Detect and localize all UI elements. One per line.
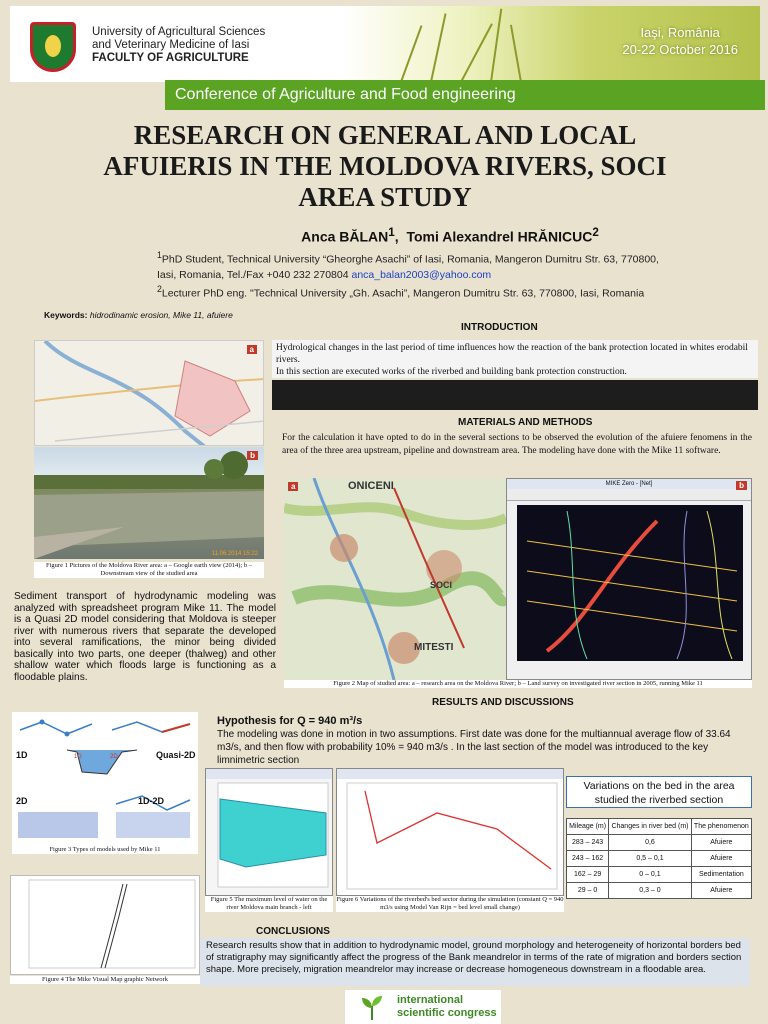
fig2-tag-b: b xyxy=(736,481,747,490)
topographic-map xyxy=(284,478,506,680)
congress-line-1: international xyxy=(397,994,464,1006)
keywords xyxy=(44,310,233,320)
results-text: The modeling was done in motion in two assumptions. First date was done for the multiannual average flow of 33.64 m3/s, and then flow with probability 10% = 940 m3/s . In the last section of the model was introduced to the key limnimetric section xyxy=(217,729,731,766)
conclusions-heading: CONCLUSIONS xyxy=(256,926,330,937)
figure-4-network-caption: Figure 4 The Mike Visual Map graphic Network xyxy=(10,976,200,984)
photo-timestamp: 11.06.2014 15:22 xyxy=(211,551,258,557)
table-cell: 162 – 29 xyxy=(567,867,609,883)
table-cell: 0,3 – 0 xyxy=(609,883,692,899)
introduction-dark-band xyxy=(272,380,758,410)
university-line-1: University of Agricultural Sciences xyxy=(92,26,266,38)
introduction-heading: INTRODUCTION xyxy=(461,322,538,333)
event-place-date xyxy=(622,24,738,58)
aff1-sup: 1 xyxy=(157,250,162,260)
table-row xyxy=(567,851,752,867)
faculty-name: FACULTY OF AGRICULTURE xyxy=(92,52,249,64)
fig3-label-2d: 2D xyxy=(16,796,28,806)
figure-6-caption: Figure 6 Variations of the riverbed's bed sector during the simulation (constant Q = 940 m3/s using Model Van Rijn = bed level small change) xyxy=(336,896,564,911)
col-mileage: Mileage (m) xyxy=(567,819,609,835)
table-cell: 0,6 xyxy=(609,835,692,851)
author-1: Anca BĂLAN xyxy=(301,228,389,245)
affiliation-1 xyxy=(157,248,757,283)
table-header-row xyxy=(567,819,752,835)
fig2-tag-a: a xyxy=(288,482,298,491)
fig3-inner-2d: 2D xyxy=(110,754,118,760)
keywords-value: hidrodinamic erosion, Mike 11, afuiere xyxy=(89,310,233,320)
table-cell: 283 – 243 xyxy=(567,835,609,851)
figure-1-caption: Figure 1 Pictures of the Moldova River area: a – Google earth view (2014); b – Downstream view of the studied area xyxy=(34,562,264,578)
aff2-text: Lecturer PhD eng. "Technical University „Gh. Asachi”, Mangeron Dumitru Str. 63, 770800, Iasi, Romania xyxy=(161,287,645,300)
max-water-level-chart xyxy=(205,768,333,896)
table-row xyxy=(567,867,752,883)
figure-3-caption: Figure 3 Types of models used by Mike 11 xyxy=(12,846,198,854)
conference-bar: Conference of Agriculture and Food engineering xyxy=(165,80,765,110)
poster-title xyxy=(40,120,730,213)
variations-box: Variations on the bed in the area studied the riverbed section xyxy=(566,776,752,808)
congress-line-2: scientific congress xyxy=(397,1007,497,1019)
river-photo xyxy=(34,447,264,559)
table-cell: Sedimentation xyxy=(691,867,751,883)
header-banner xyxy=(10,6,760,82)
fig1-tag-b: b xyxy=(247,451,258,460)
author-1-sup: 1 xyxy=(388,226,395,239)
author-2-sup: 2 xyxy=(592,226,599,239)
title-line-1: RESEARCH ON GENERAL AND LOCAL xyxy=(133,120,637,150)
methods-text: For the calculation it have opted to do in the several sections to be observed the evolution of the afuiere fenomens in the area of the three area upstream, pipeline and downstream area. The modeling have done with the Mike 11 software. xyxy=(282,433,752,456)
fig3-label-quasi2d: Quasi-2D xyxy=(156,750,196,760)
software-toolbar xyxy=(507,489,751,501)
table-cell: 0 – 0,1 xyxy=(609,867,692,883)
introduction-text xyxy=(272,340,758,378)
university-crest-icon xyxy=(30,22,76,72)
riverbed-variation-chart xyxy=(336,768,564,896)
table-row xyxy=(567,835,752,851)
topo-map-sketch xyxy=(284,478,506,680)
water-level-sketch xyxy=(206,769,332,895)
riverbed-variation-sketch xyxy=(337,769,563,895)
model-types-sketch xyxy=(12,712,198,846)
intro-line-1: Hydrological changes in the last period of time influences how the reaction of the bank protection located in whites erodabil rivers. xyxy=(276,343,748,365)
google-earth-map xyxy=(34,340,264,446)
software-window-title: MIKE Zero - [Net] xyxy=(507,479,751,489)
sediment-transport-text: Sediment transport of hydrodynamic modeling was analyzed with spreadsheet program Mike 11. The model is a Quasi 2D model considering that Moldova is steeper river with numerous rivers that separate the developed into several ramifications, the minor being divided basically into two parts, one deeper (thalweg) and other shallow water which floods large is functioning as a floodable plains. xyxy=(14,591,276,683)
map-sketch xyxy=(35,341,264,446)
university-line-2: and Veterinary Medicine of Iasi xyxy=(92,39,250,51)
methods-heading: MATERIALS AND METHODS xyxy=(458,417,593,428)
keywords-label: Keywords: xyxy=(44,310,88,320)
network-sketch xyxy=(11,876,199,974)
sprout-icon xyxy=(359,994,385,1020)
authors: Anca BĂLAN$^1$, Tomi Alexandrel HRĂNICUC$^2$ xyxy=(301,226,599,245)
fig3-label-1d: 1D xyxy=(16,750,28,760)
table-row xyxy=(567,883,752,899)
conclusions-text: Research results show that in addition to hydrodynamic model, ground morphology and heterogeneity of horizontal borders bed of stratigraphy may significantly affect the progress of the Bank meandrelor in terms of the rate of migration and borders section shape. More precisely, migration meandrelor may increase or decrease homogeneous downstream in a floodable area. xyxy=(200,938,750,986)
hypothesis-heading: Hypothesis for Q = 940 m³/s xyxy=(217,715,363,727)
event-location: Iaşi, România xyxy=(640,25,720,40)
aff1-line-1: PhD Student, Technical University “Gheorghe Asachi” of Iasi, Romania, Mangeron Dumitru Str. 63, 770800, xyxy=(161,253,659,266)
figure-2-caption: Figure 2 Map of studied area: a – research area on the Moldova River; b – Land survey on investigated river section in 2005, running Mike 11 xyxy=(284,680,752,688)
title-line-2: AFUIERIS IN THE MOLDOVA RIVERS, SOCI xyxy=(103,151,667,181)
mike-software-screenshot xyxy=(506,478,752,680)
fig1-tag-a: a xyxy=(247,345,257,354)
label-mitesti: MITESTI xyxy=(414,642,454,653)
event-dates: 20-22 October 2016 xyxy=(622,42,738,57)
table-cell: 29 – 0 xyxy=(567,883,609,899)
affiliation-2 xyxy=(157,282,757,302)
table-cell: Afuiere xyxy=(691,851,751,867)
figure-5-caption: Figure 5 The maximum level of water on the river Moldova main branch - left xyxy=(205,896,333,912)
title-line-3: AREA STUDY xyxy=(298,182,472,212)
label-oniceni: ONICENI xyxy=(348,480,394,492)
author-2: Tomi Alexandrel HRĂNICUC xyxy=(406,228,593,245)
col-changes: Changes in river bed (m) xyxy=(609,819,692,835)
results-heading: RESULTS AND DISCUSSIONS xyxy=(432,697,574,708)
fig3-inner-1d: 1D xyxy=(74,754,82,760)
label-soci: SOCI xyxy=(430,580,453,590)
river-photo-sketch xyxy=(34,447,264,559)
fig3-label-1d2d: 1D-2D xyxy=(138,796,165,806)
intro-line-2: In this section are executed works of the riverbed and building bank protection construction. xyxy=(276,367,627,377)
email-link[interactable]: anca_balan2003@yahoo.com xyxy=(351,268,492,281)
model-types-figure xyxy=(12,712,198,846)
mike-network-figure xyxy=(10,875,200,975)
table-cell: 243 – 162 xyxy=(567,851,609,867)
table-cell: 0,5 – 0,1 xyxy=(609,851,692,867)
aff1-line-2: Iasi, Romania, Tel./Fax +040 232 270804 xyxy=(157,268,352,281)
aff2-sup: 2 xyxy=(157,284,162,294)
university-name xyxy=(92,26,265,65)
table-cell: Afuiere xyxy=(691,835,751,851)
col-phenomenon: The phenomenon xyxy=(691,819,751,835)
cross-sections-plot xyxy=(507,501,752,669)
variations-table xyxy=(566,818,752,899)
table-cell: Afuiere xyxy=(691,883,751,899)
congress-logo xyxy=(345,990,501,1024)
